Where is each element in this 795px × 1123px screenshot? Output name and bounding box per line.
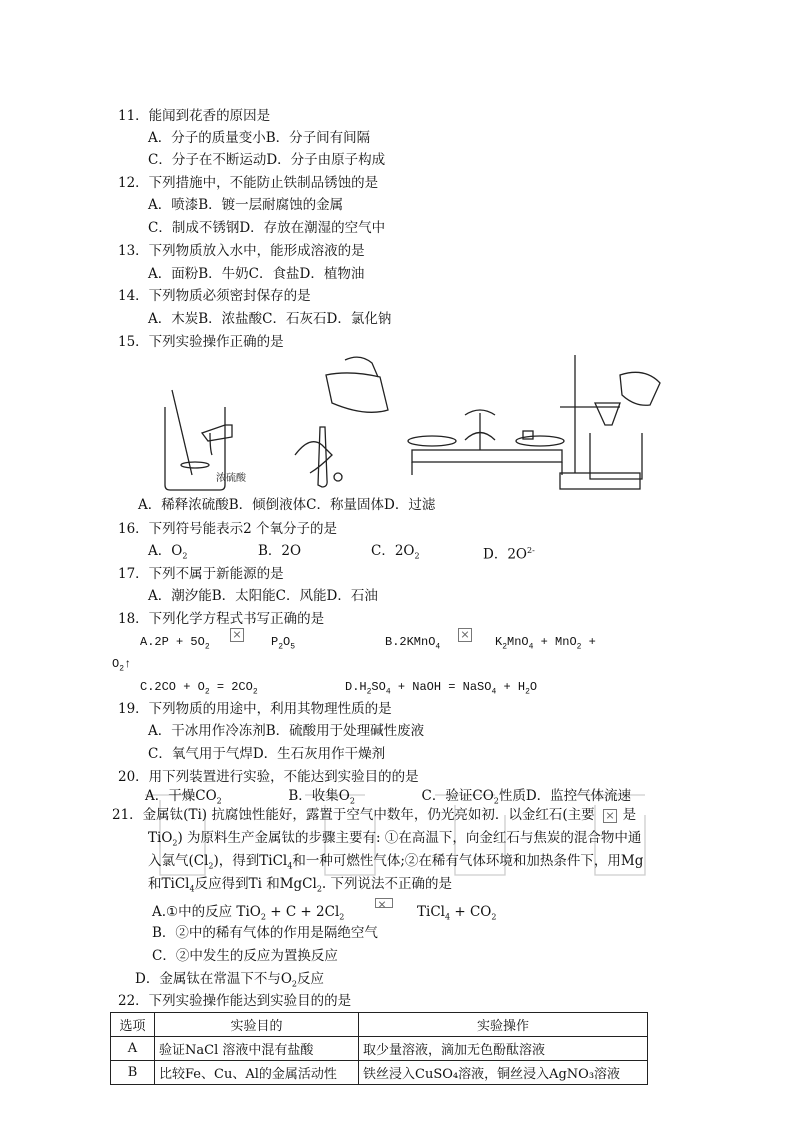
- q18-option-b-continued: $O_2↑$: [112, 657, 132, 674]
- header-purpose: 实验目的: [155, 1013, 359, 1037]
- row-operation: 铁丝浸入CuSO₄溶液，铜丝浸入AgNO₃溶液: [359, 1061, 648, 1085]
- q18-option-d: $D.H_2SO_4$ + NaOH = NaSO$_4$ + $H_2O$: [345, 680, 538, 697]
- q21-option-d: D．金属钛在常温下不与$O_2$反应: [135, 971, 324, 989]
- header-option: 选项: [111, 1013, 155, 1037]
- q18-option-b-products: $K_2MnO_4 + MnO_2$ +: [495, 635, 596, 652]
- q21-option-c: C．②中发生的反应为置换反应: [152, 948, 338, 964]
- row-purpose: 验证NaCl 溶液中混有盐酸: [155, 1037, 359, 1061]
- table-row: [111, 1037, 648, 1061]
- broken-image-icon: [375, 898, 393, 908]
- q12-options-2: C．制成不锈钢D．存放在潮湿的空气中: [148, 220, 386, 236]
- q20-options: A．干燥$CO_2$ B．收集$O_2$ C．验证$CO_2$性质D．监控气体流速: [145, 788, 632, 806]
- q21-option-b: B．②中的稀有气体的作用是隔绝空气: [152, 925, 378, 941]
- q12-options-1: A．喷漆B．镀一层耐腐蚀的金属: [148, 197, 344, 213]
- q21-line-2: TiO$_2$) 为原料生产金属钛的步骤主要有: ①在高温下，向金红石与焦炭的混合物中通: [148, 830, 642, 848]
- q14-options: A．木炭B．浓盐酸C．石灰石D．氯化钠: [148, 311, 392, 327]
- q18-stem: 18．下列化学方程式书写正确的是: [118, 611, 325, 627]
- q21-option-a-products: TiCl$_4$ + $CO_2$: [417, 904, 497, 922]
- q11-stem: 11．能闻到花香的原因是: [118, 108, 271, 124]
- q19-options-2: C．氧气用于气焊D．生石灰用作干燥剂: [148, 746, 386, 762]
- table-header-row: [111, 1013, 648, 1037]
- q18-option-a: $A.2P + 5O_2$: [140, 635, 210, 652]
- q16-stem: 16．下列符号能表示2 个氧分子的是: [118, 521, 338, 537]
- q20-stem: 20．用下列装置进行实验，不能达到实验目的的是: [118, 769, 419, 785]
- broken-image-icon: [230, 628, 244, 642]
- q13-options: A．面粉B．牛奶C．食盐D．植物油: [148, 266, 365, 282]
- conc-sulfuric-acid-label: 浓硫酸: [216, 473, 246, 484]
- q16-option-a: A．$O_2$: [148, 543, 188, 561]
- q11-options-1: A．分子的质量变小B．分子间有间隔: [148, 130, 371, 146]
- q21-line-4: 和TiCl$_4$反应得到Ti 和MgCl$_2$. 下列说法不正确的是: [148, 876, 452, 894]
- q14-stem: 14．下列物质必须密封保存的是: [118, 288, 311, 304]
- q15-figure: [150, 355, 670, 497]
- q15-options: A．稀释浓硫酸B．倾倒液体C．称量固体D．过滤: [138, 497, 436, 513]
- q18-option-b: B.2KMnO$_4$: [385, 635, 441, 652]
- weigh-solid-diagram: [408, 410, 564, 475]
- broken-image-icon: [603, 809, 617, 823]
- broken-image-icon: [458, 628, 472, 642]
- table-row: [111, 1061, 648, 1085]
- q19-stem: 19．下列物质的用途中，利用其物理性质的是: [118, 701, 392, 717]
- row-purpose: 比较Fe、Cu、Al的金属活动性: [155, 1061, 359, 1085]
- q13-stem: 13．下列物质放入水中，能形成溶液的是: [118, 243, 365, 259]
- q15-stem: 15．下列实验操作正确的是: [118, 334, 284, 350]
- q18-option-c: $C.2CO + O_2 = 2CO_2$: [140, 680, 258, 697]
- q22-answer-table: [110, 1012, 648, 1085]
- pour-liquid-diagram: [295, 357, 388, 487]
- q17-stem: 17．下列不属于新能源的是: [118, 566, 284, 582]
- row-option: A: [111, 1037, 155, 1061]
- q21-option-a: A.①中的反应 $TiO_2 + C + 2Cl_2$: [152, 904, 345, 922]
- q22-stem: 22．下列实验操作能达到实验目的的是: [118, 993, 352, 1009]
- row-operation: 取少量溶液，滴加无色酚酞溶液: [359, 1037, 648, 1061]
- filtration-diagram: [560, 355, 660, 489]
- q16-option-b: B．2O: [258, 543, 302, 559]
- header-operation: 实验操作: [359, 1013, 648, 1037]
- row-option: B: [111, 1061, 155, 1085]
- q19-options-1: A．干冰用作冷冻剂B．硫酸用于处理碱性废液: [148, 723, 425, 739]
- q21-line-3: 入氯气$(Cl_2)$，得到TiCl$_4$和一种可燃性气体;②在稀有气体环境和加热条件下，用Mg: [148, 853, 644, 871]
- q11-options-2: C．分子在不断运动D．分子由原子构成: [148, 152, 386, 168]
- q16-option-c: C．$2O_2$: [371, 543, 420, 561]
- q17-options: A．潮汐能B．太阳能C．风能D．石油: [148, 588, 378, 604]
- q12-stem: 12．下列措施中，不能防止铁制品锈蚀的是: [118, 175, 379, 191]
- q16-option-d: D．$2O^{2-}$: [483, 546, 535, 563]
- q18-option-a-product: $P_2O_5$: [271, 635, 296, 652]
- q21-line-1: 21．金属钛(Ti) 抗腐蚀性能好，露置于空气中数年，仍光亮如初．以金红石(主要 是: [112, 807, 637, 823]
